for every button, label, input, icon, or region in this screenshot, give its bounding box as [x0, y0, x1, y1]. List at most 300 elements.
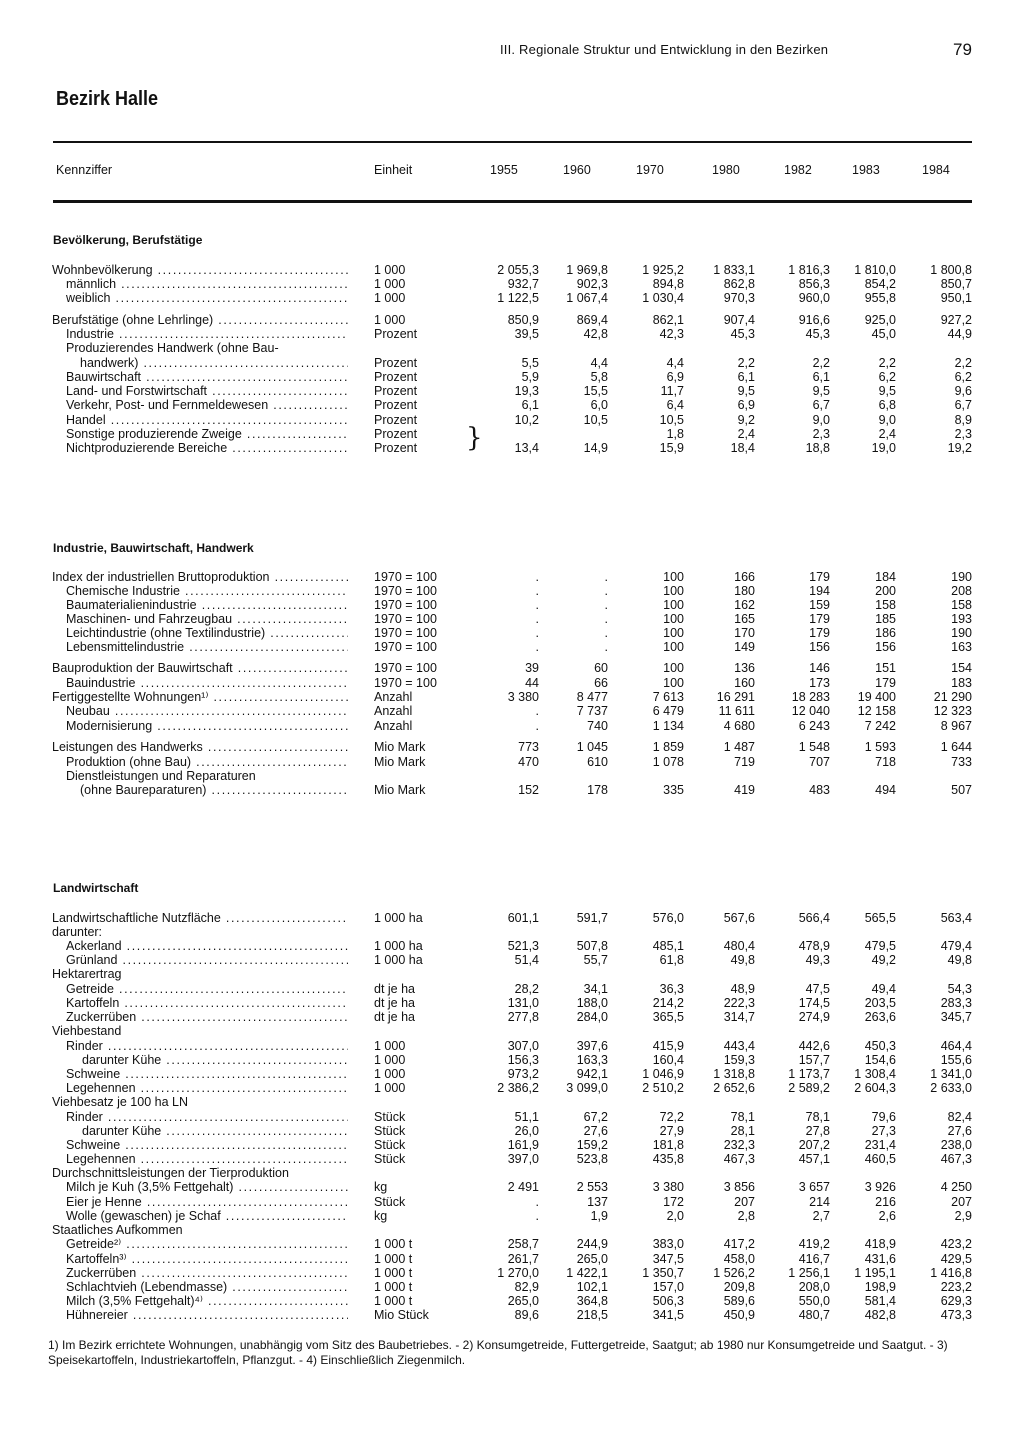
cell-1960: 397,6 [576, 1039, 608, 1053]
cell-1984: 283,3 [940, 996, 972, 1010]
cell-1970: 36,3 [659, 982, 684, 996]
table-row [0, 327, 1024, 342]
table-row [0, 1166, 1024, 1181]
cell-1970: 3 380 [652, 1180, 684, 1194]
cell-1983: 925,0 [864, 313, 896, 327]
cell-1980: 166 [734, 570, 755, 584]
row-label: Modernisierung ..... [66, 719, 348, 734]
cell-1982: 483 [809, 783, 830, 797]
cell-1983: 431,6 [864, 1252, 896, 1266]
cell-1982: 550,0 [798, 1294, 830, 1308]
row-label: Landwirtschaftliche Nutzfläche ..... [52, 911, 348, 926]
cell-1970: 415,9 [652, 1039, 684, 1053]
cell-1980: 480,4 [723, 939, 755, 953]
cell-1983: 12 158 [857, 704, 896, 718]
table-row [0, 967, 1024, 982]
row-label: Viehbesatz je 100 ha LN [52, 1095, 188, 1109]
cell-1970: 6 479 [652, 704, 684, 718]
cell-1983: 2,4 [878, 427, 896, 441]
cell-1955: 397,0 [507, 1152, 539, 1166]
cell-1984: 1 644 [940, 740, 972, 754]
row-label: Rinder ..... [66, 1110, 348, 1125]
row-unit: 1 000 [374, 277, 406, 291]
cell-1970: 214,2 [652, 996, 684, 1010]
table-row [0, 598, 1024, 613]
row-unit: 1 000 [374, 1067, 406, 1081]
cell-1982: 146 [809, 661, 830, 675]
row-label: Legehennen ..... [66, 1152, 348, 1167]
table-row [0, 982, 1024, 997]
cell-1982: 478,9 [798, 939, 830, 953]
table-row [0, 676, 1024, 691]
row-label: Ackerland ..... [66, 939, 348, 954]
cell-1983: 1 308,4 [854, 1067, 896, 1081]
cell-1970: 862,1 [652, 313, 684, 327]
row-label: weiblich ..... [66, 291, 348, 306]
cell-1980: 170 [734, 626, 755, 640]
cell-1955: 152 [518, 783, 539, 797]
cell-1970: 100 [663, 570, 684, 584]
cell-1983: 3 926 [864, 1180, 896, 1194]
cell-1960: 8 477 [576, 690, 608, 704]
cell-1960: 66 [594, 676, 608, 690]
cell-1982: 27,8 [805, 1124, 830, 1138]
cell-1982: 442,6 [798, 1039, 830, 1053]
table-row [0, 925, 1024, 940]
row-unit: Prozent [374, 370, 418, 384]
cell-1984: 927,2 [940, 313, 972, 327]
table-row [0, 1237, 1024, 1252]
running-title: III. Regionale Struktur und Entwicklung in den Bezirken [500, 42, 829, 57]
row-unit: 1 000 [374, 263, 406, 277]
cell-1970: 2,0 [666, 1209, 684, 1223]
cell-1982: 416,7 [798, 1252, 830, 1266]
row-label: Leichtindustrie (ohne Textilindustrie) ..... [66, 626, 348, 641]
cell-1984: 54,3 [947, 982, 972, 996]
header-rule [53, 141, 972, 143]
row-unit: Stück [374, 1195, 406, 1209]
cell-1984: 8 967 [940, 719, 972, 733]
row-label: Maschinen- und Fahrzeugbau ..... [66, 612, 348, 627]
cell-1970: 61,8 [659, 953, 684, 967]
cell-1970: 1 030,4 [642, 291, 684, 305]
cell-1955: 44 [525, 676, 539, 690]
table-row [0, 690, 1024, 705]
cell-1983: 203,5 [864, 996, 896, 1010]
cell-1983: 565,5 [864, 911, 896, 925]
table-row [0, 1053, 1024, 1068]
row-unit: Stück [374, 1124, 406, 1138]
row-unit: 1 000 t [374, 1280, 413, 1294]
cell-1970: 11,7 [660, 384, 684, 398]
table-row [0, 1152, 1024, 1167]
cell-1960: 218,5 [576, 1308, 608, 1322]
cell-1960: 67,2 [583, 1110, 608, 1124]
cell-1960: 610 [587, 755, 608, 769]
row-label: Wolle (gewaschen) je Schaf ..... [66, 1209, 348, 1224]
cell-1980: 450,9 [723, 1308, 755, 1322]
cell-1984: 4 250 [940, 1180, 972, 1194]
table-row [0, 313, 1024, 328]
row-label: Durchschnittsleistungen der Tierproduktion [52, 1166, 289, 1180]
row-unit: 1970 = 100 [374, 640, 437, 654]
cell-1960: 942,1 [576, 1067, 608, 1081]
cell-1960: 284,0 [576, 1010, 608, 1024]
cell-1970: 15,9 [659, 441, 684, 455]
section-title-industrie: Industrie, Bauwirtschaft, Handwerk [53, 541, 254, 555]
cell-1955: 6,1 [521, 398, 539, 412]
cell-1982: 179 [809, 626, 830, 640]
row-label: Produzierendes Handwerk (ohne Bau- [66, 341, 279, 355]
row-unit: 1 000 ha [374, 911, 423, 925]
row-unit: 1970 = 100 [374, 598, 437, 612]
table-row [0, 356, 1024, 371]
row-label: Kartoffeln ..... [66, 996, 348, 1011]
cell-1960: . [604, 570, 608, 584]
cell-1955: 2 386,2 [497, 1081, 539, 1095]
cell-1982: 179 [809, 570, 830, 584]
row-label: Milch je Kuh (3,5% Fettgehalt) ..... [66, 1180, 348, 1195]
cell-1984: 950,1 [940, 291, 972, 305]
cell-1984: 6,2 [954, 370, 972, 384]
cell-1970: 2 510,2 [642, 1081, 684, 1095]
cell-1955: 51,4 [514, 953, 539, 967]
row-unit: Prozent [374, 356, 418, 370]
cell-1970: 6,4 [666, 398, 684, 412]
row-label: Grünland ..... [66, 953, 348, 968]
row-unit: 1 000 t [374, 1294, 413, 1308]
table-row [0, 612, 1024, 627]
col-head-unit: Einheit [374, 163, 413, 177]
table-row [0, 1308, 1024, 1323]
row-unit: 1970 = 100 [374, 661, 437, 675]
cell-1983: 263,6 [864, 1010, 896, 1024]
cell-1955: . [535, 626, 539, 640]
cell-1980: 6,9 [737, 398, 755, 412]
cell-1983: 418,9 [864, 1237, 896, 1251]
section-title-bevoelkerung: Bevölkerung, Berufstätige [53, 233, 203, 247]
row-unit: Prozent [374, 327, 418, 341]
cell-1982: 1 548 [798, 740, 830, 754]
cell-1955: 5,9 [521, 370, 539, 384]
cell-1960: 2 553 [576, 1180, 608, 1194]
cell-1955: 265,0 [507, 1294, 539, 1308]
row-label: männlich ..... [66, 277, 348, 292]
cell-1983: 49,2 [871, 953, 896, 967]
cell-1960: 55,7 [583, 953, 608, 967]
cell-1983: 460,5 [864, 1152, 896, 1166]
row-unit: Anzahl [374, 719, 413, 733]
cell-1955: . [535, 1195, 539, 1209]
cell-1983: 854,2 [864, 277, 896, 291]
cell-1984: 27,6 [947, 1124, 972, 1138]
cell-1982: 916,6 [798, 313, 830, 327]
cell-1980: 1 487 [723, 740, 755, 754]
cell-1955: . [535, 570, 539, 584]
cell-1980: 907,4 [723, 313, 755, 327]
cell-1970: 27,9 [659, 1124, 684, 1138]
table-row [0, 640, 1024, 655]
table-row [0, 1138, 1024, 1153]
col-head-1982: 1982 [784, 163, 812, 177]
row-unit: 1 000 t [374, 1266, 413, 1280]
cell-1980: 567,6 [723, 911, 755, 925]
row-unit: Stück [374, 1110, 406, 1124]
row-label: Baumaterialienindustrie ..... [66, 598, 348, 613]
cell-1984: 2,9 [954, 1209, 972, 1223]
cell-1982: 12 040 [791, 704, 830, 718]
row-label: Hektarertrag [52, 967, 122, 981]
cell-1984: 158 [951, 598, 972, 612]
cell-1983: 9,0 [878, 413, 896, 427]
cell-1984: 563,4 [940, 911, 972, 925]
row-label: Staatliches Aufkommen [52, 1223, 183, 1237]
cell-1980: 9,2 [737, 413, 755, 427]
cell-1982: 960,0 [798, 291, 830, 305]
cell-1983: 151 [875, 661, 896, 675]
cell-1984: 1 341,0 [930, 1067, 972, 1081]
table-row [0, 1294, 1024, 1309]
cell-1983: 79,6 [871, 1110, 896, 1124]
row-label: Land- und Forstwirtschaft ..... [66, 384, 348, 399]
cell-1980: 2,2 [737, 356, 755, 370]
row-label: Sonstige produzierende Zweige ..... [66, 427, 348, 442]
row-unit: 1 000 t [374, 1252, 413, 1266]
cell-1982: 1 256,1 [788, 1266, 830, 1280]
cell-1955: 601,1 [507, 911, 539, 925]
cell-1984: 21 290 [933, 690, 972, 704]
cell-1982: 214 [809, 1195, 830, 1209]
cell-1960: . [604, 584, 608, 598]
cell-1982: 707 [809, 755, 830, 769]
cell-1970: 894,8 [652, 277, 684, 291]
row-unit: Prozent [374, 384, 418, 398]
row-label: Produktion (ohne Bau) ..... [66, 755, 348, 770]
cell-1982: 2,3 [812, 427, 830, 441]
cell-1955: 307,0 [507, 1039, 539, 1053]
table-row [0, 1223, 1024, 1238]
cell-1982: 207,2 [798, 1138, 830, 1152]
cell-1970: 383,0 [652, 1237, 684, 1251]
cell-1955: . [535, 704, 539, 718]
row-label: darunter Kühe ..... [82, 1124, 348, 1139]
row-label: Nichtproduzierende Bereiche ..... [66, 441, 348, 456]
cell-1970: 1 859 [652, 740, 684, 754]
row-label: Legehennen ..... [66, 1081, 348, 1096]
cell-1982: 566,4 [798, 911, 830, 925]
cell-1970: 435,8 [652, 1152, 684, 1166]
table-row [0, 570, 1024, 585]
cell-1955: . [535, 612, 539, 626]
cell-1984: 19,2 [947, 441, 972, 455]
table-row [0, 1095, 1024, 1110]
row-label: Lebensmittelindustrie ..... [66, 640, 348, 655]
table-row [0, 996, 1024, 1011]
cell-1980: 862,8 [723, 277, 755, 291]
cell-1960: 591,7 [576, 911, 608, 925]
row-unit: Anzahl [374, 690, 413, 704]
cell-1980: 6,1 [737, 370, 755, 384]
cell-1984: 733 [951, 755, 972, 769]
row-unit: Prozent [374, 427, 418, 441]
cell-1983: 184 [875, 570, 896, 584]
cell-1984: 6,7 [954, 398, 972, 412]
cell-1970: 181,8 [652, 1138, 684, 1152]
row-unit: Stück [374, 1138, 406, 1152]
cell-1980: 165 [734, 612, 755, 626]
cell-1960: 4,4 [590, 356, 608, 370]
cell-1960: 244,9 [576, 1237, 608, 1251]
row-unit: 1 000 ha [374, 953, 423, 967]
table-row [0, 384, 1024, 399]
cell-1980: 9,5 [737, 384, 755, 398]
table-row [0, 398, 1024, 413]
cell-1970: 506,3 [652, 1294, 684, 1308]
row-label: Getreide ..... [66, 982, 348, 997]
cell-1982: 1 816,3 [788, 263, 830, 277]
cell-1970: 347,5 [652, 1252, 684, 1266]
cell-1984: 208 [951, 584, 972, 598]
cell-1984: 850,7 [940, 277, 972, 291]
cell-1955: . [535, 598, 539, 612]
row-unit: 1 000 [374, 1039, 406, 1053]
cell-1960: 507,8 [576, 939, 608, 953]
cell-1982: 9,5 [812, 384, 830, 398]
cell-1983: 231,4 [864, 1138, 896, 1152]
cell-1983: 581,4 [864, 1294, 896, 1308]
cell-1955: . [535, 1209, 539, 1223]
cell-1984: 155,6 [940, 1053, 972, 1067]
cell-1970: 1,8 [666, 427, 684, 441]
cell-1984: 9,6 [954, 384, 972, 398]
table-row [0, 1180, 1024, 1195]
cell-1960: 178 [587, 783, 608, 797]
cell-1960: . [604, 626, 608, 640]
cell-1984: 44,9 [947, 327, 972, 341]
cell-1955: 39 [525, 661, 539, 675]
cell-1983: 19,0 [871, 441, 896, 455]
cell-1984: 12 323 [933, 704, 972, 718]
cell-1960: 159,2 [576, 1138, 608, 1152]
cell-1960: 1 422,1 [566, 1266, 608, 1280]
cell-1955: 2 055,3 [497, 263, 539, 277]
cell-1983: 1 195,1 [854, 1266, 896, 1280]
cell-1970: 100 [663, 626, 684, 640]
row-label: Dienstleistungen und Reparaturen [66, 769, 256, 783]
cell-1970: 172 [663, 1195, 684, 1209]
col-head-1960: 1960 [563, 163, 591, 177]
row-unit: 1 000 [374, 291, 406, 305]
table-row [0, 427, 1024, 442]
cell-1982: 274,9 [798, 1010, 830, 1024]
cell-1983: 9,5 [878, 384, 896, 398]
cell-1980: 78,1 [730, 1110, 755, 1124]
cell-1984: 183 [951, 676, 972, 690]
cell-1960: 14,9 [583, 441, 608, 455]
cell-1983: 198,9 [864, 1280, 896, 1294]
cell-1955: 277,8 [507, 1010, 539, 1024]
cell-1983: 718 [875, 755, 896, 769]
cell-1955: 51,1 [514, 1110, 539, 1124]
cell-1980: 419 [734, 783, 755, 797]
cell-1960: 1 969,8 [566, 263, 608, 277]
cell-1984: 507 [951, 783, 972, 797]
cell-1984: 473,3 [940, 1308, 972, 1322]
row-label: Viehbestand [52, 1024, 122, 1038]
cell-1984: 163 [951, 640, 972, 654]
col-head-1955: 1955 [490, 163, 518, 177]
row-label: Schweine ..... [66, 1138, 348, 1153]
footnote-text: 1) Im Bezirk errichtete Wohnungen, unabhängig vom Sitz des Baubetriebes. - 2) Konsumgetreide, Futtergetreide, Saatgut; ab 1980 nur Konsumgetreide und Saatgut. - 3) Speisekartoffeln, Industriekartoffeln, Pflanzgut. - 4) Einschließlich Ziegenmilch. [48, 1338, 948, 1367]
row-unit: 1970 = 100 [374, 626, 437, 640]
row-label: Milch (3,5% Fettgehalt)⁴⁾ ..... [66, 1294, 348, 1309]
cell-1955: . [535, 584, 539, 598]
cell-1970: 335 [663, 783, 684, 797]
page-title: Bezirk Halle [56, 88, 159, 110]
cell-1982: 157,7 [798, 1053, 830, 1067]
cell-1960: 265,0 [576, 1252, 608, 1266]
cell-1984: 345,7 [940, 1010, 972, 1024]
cell-1960: 523,8 [576, 1152, 608, 1166]
cell-1955: 1 122,5 [497, 291, 539, 305]
row-label: Handel ..... [66, 413, 348, 428]
cell-1983: 450,3 [864, 1039, 896, 1053]
cell-1983: 6,8 [878, 398, 896, 412]
cell-1980: 719 [734, 755, 755, 769]
row-label: Rinder ..... [66, 1039, 348, 1054]
row-unit: 1970 = 100 [374, 676, 437, 690]
cell-1980: 3 856 [723, 1180, 755, 1194]
cell-1970: 42,3 [659, 327, 684, 341]
col-head-1980: 1980 [712, 163, 740, 177]
cell-1960: 1,9 [590, 1209, 608, 1223]
row-unit: Anzahl [374, 704, 413, 718]
cell-1982: 159 [809, 598, 830, 612]
row-label: Bauindustrie ..... [66, 676, 348, 691]
cell-1960: 869,4 [576, 313, 608, 327]
cell-1960: 102,1 [576, 1280, 608, 1294]
col-head-1970: 1970 [636, 163, 664, 177]
cell-1980: 49,8 [730, 953, 755, 967]
cell-1955: 973,2 [507, 1067, 539, 1081]
table-row [0, 719, 1024, 734]
cell-1982: 49,3 [805, 953, 830, 967]
cell-1984: 467,3 [940, 1152, 972, 1166]
cell-1980: 149 [734, 640, 755, 654]
header-bottom-rule [53, 200, 972, 203]
table-row [0, 1195, 1024, 1210]
cell-1980: 232,3 [723, 1138, 755, 1152]
cell-1982: 2,2 [812, 356, 830, 370]
page-number: 79 [953, 40, 972, 59]
cell-1980: 2,8 [737, 1209, 755, 1223]
table-row [0, 740, 1024, 755]
cell-1970: 485,1 [652, 939, 684, 953]
row-label: Zuckerrüben ..... [66, 1010, 348, 1025]
cell-1982: 47,5 [805, 982, 830, 996]
cell-1960: 1 045 [576, 740, 608, 754]
row-unit: 1970 = 100 [374, 612, 437, 626]
cell-1980: 1 526,2 [713, 1266, 755, 1280]
cell-1984: 82,4 [947, 1110, 972, 1124]
cell-1983: 2,2 [878, 356, 896, 370]
cell-1980: 4 680 [723, 719, 755, 733]
table-row [0, 413, 1024, 428]
cell-1980: 160 [734, 676, 755, 690]
row-unit: 1970 = 100 [374, 570, 437, 584]
cell-1983: 158 [875, 598, 896, 612]
table-row [0, 1124, 1024, 1139]
